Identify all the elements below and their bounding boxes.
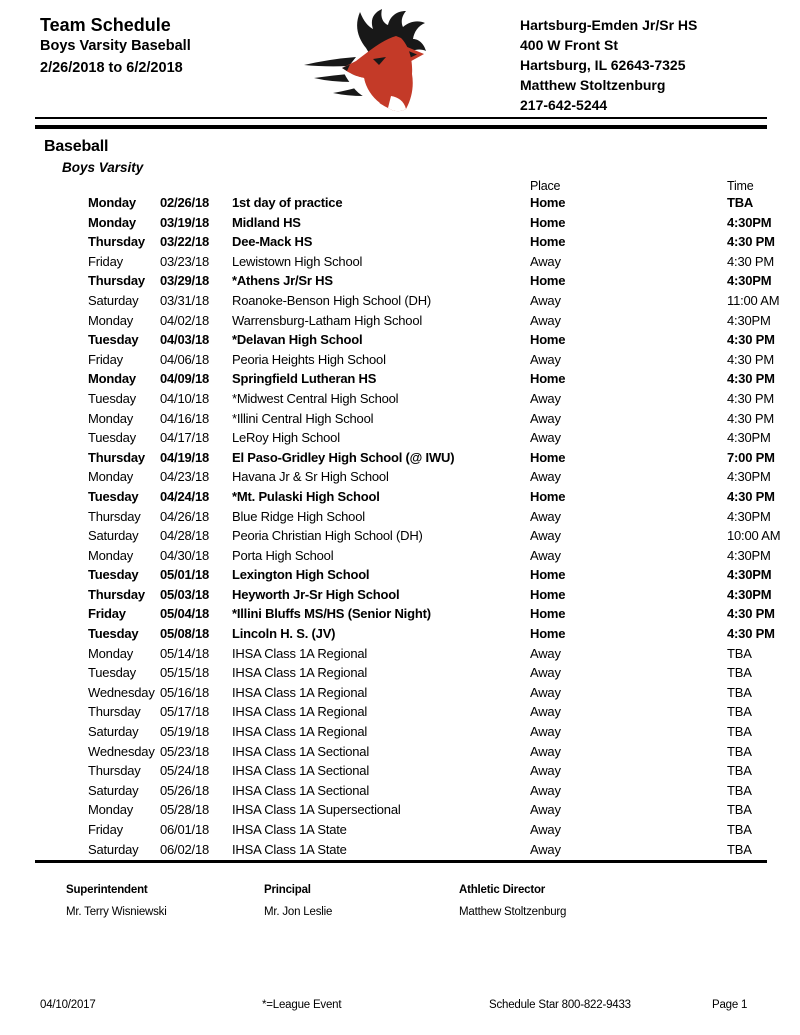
row-day: Saturday [88, 528, 139, 544]
row-place: Home [530, 567, 566, 583]
row-time: TBA [727, 195, 754, 210]
row-time: 4:30 PM [727, 390, 775, 406]
row-date: 04/24/18 [160, 488, 210, 504]
row-time: 4:30PM [727, 508, 771, 524]
row-time: TBA [727, 704, 752, 720]
schedule-row [0, 467, 771, 487]
row-event: IHSA Class 1A Sectional [232, 743, 370, 759]
row-event: IHSA Class 1A Regional [232, 684, 368, 700]
row-time: 11:00 AM [727, 292, 780, 308]
row-place: Away [530, 508, 561, 524]
staff-name: Mr. Terry Wisniewski [66, 906, 167, 918]
row-day: Tuesday [88, 488, 139, 504]
row-time: TBA [727, 802, 752, 818]
row-event: IHSA Class 1A Sectional [232, 763, 370, 779]
row-event: Heyworth Jr-Sr High School [232, 586, 400, 602]
row-place: Away [530, 841, 561, 857]
schedule-date-range: 2/26/2018 to 6/2/2018 [40, 60, 183, 76]
schedule-row [0, 722, 752, 742]
row-day: Monday [88, 214, 136, 230]
row-day: Tuesday [88, 665, 136, 681]
row-day: Monday [88, 547, 134, 563]
row-day: Monday [88, 312, 134, 328]
school-contact-name: Matthew Stoltzenburg [520, 77, 666, 93]
school-phone: 217-642-5244 [520, 97, 608, 113]
row-time: TBA [727, 724, 752, 740]
staff-name: Matthew Stoltzenburg [459, 906, 567, 918]
row-time: 4:30PM [727, 547, 771, 563]
row-event: IHSA Class 1A Sectional [232, 782, 370, 798]
schedule-row [0, 546, 771, 566]
col-header-place: Place [530, 179, 561, 193]
col-day [88, 179, 160, 193]
schedule-column-headers [0, 179, 800, 193]
row-event: *Illini Central High School [232, 410, 374, 426]
row-date: 03/23/18 [160, 253, 210, 269]
school-name: Hartsburg-Emden Jr/Sr HS [520, 17, 698, 33]
document-header [40, 14, 191, 78]
row-day: Saturday [88, 841, 139, 857]
row-place: Away [530, 528, 561, 544]
row-time: 4:30PM [727, 312, 771, 328]
schedule-row [0, 350, 775, 370]
row-time: 4:30PM [727, 273, 772, 289]
col-date [160, 179, 232, 193]
schedule-row [0, 311, 771, 331]
row-time: 4:30PM [727, 586, 772, 602]
team-name: Boys Varsity Baseball [40, 38, 191, 54]
row-event: IHSA Class 1A Regional [232, 704, 368, 720]
row-place: Away [530, 802, 561, 818]
row-date: 04/28/18 [160, 528, 210, 544]
row-place: Home [530, 234, 566, 250]
schedule-row [0, 369, 775, 389]
header-rule-thick [35, 125, 767, 129]
row-event: *Delavan High School [232, 332, 363, 348]
row-day: Thursday [88, 273, 145, 289]
row-time: 4:30 PM [727, 606, 775, 622]
row-event: *Athens Jr/Sr HS [232, 273, 333, 289]
schedule-row [0, 252, 775, 272]
row-date: 06/01/18 [160, 822, 210, 837]
footer-page-number: Page 1 [712, 999, 748, 1011]
schedule-row [0, 761, 752, 781]
row-event: Midland HS [232, 214, 301, 230]
schedule-row [0, 526, 781, 546]
row-day: Monday [88, 469, 134, 485]
row-place: Away [530, 684, 561, 700]
row-date: 05/17/18 [160, 704, 210, 720]
schedule-row [0, 820, 752, 840]
row-time: 4:30PM [727, 469, 771, 485]
row-date: 05/01/18 [160, 567, 210, 583]
schedule-row [0, 409, 775, 429]
team-level-title: Boys Varsity [62, 160, 144, 175]
row-date: 03/29/18 [160, 273, 210, 289]
row-place: Away [530, 410, 561, 426]
schedule-row [0, 565, 772, 585]
row-day: Tuesday [88, 567, 139, 583]
row-date: 04/16/18 [160, 410, 210, 426]
staff-principal [264, 883, 332, 919]
school-address-line2: Hartsburg, IL 62643-7325 [520, 57, 686, 73]
row-place: Home [530, 586, 566, 602]
staff-athletic-director [459, 883, 566, 919]
row-date: 04/03/18 [160, 332, 210, 348]
row-event: Roanoke-Benson High School (DH) [232, 292, 432, 308]
schedule-row [0, 702, 752, 722]
row-time: 4:30 PM [727, 410, 775, 426]
row-time: 4:30PM [727, 214, 772, 230]
row-place: Home [530, 606, 566, 622]
row-day: Saturday [88, 782, 139, 798]
row-place: Home [530, 449, 566, 465]
row-event: IHSA Class 1A State [232, 822, 347, 837]
schedule-row [0, 840, 752, 860]
row-place: Home [530, 273, 566, 289]
row-day: Thursday [88, 508, 141, 524]
schedule-row [0, 330, 775, 350]
row-place: Away [530, 351, 561, 367]
row-time: 10:00 AM [727, 528, 781, 544]
row-time: TBA [727, 822, 752, 837]
school-address-line1: 400 W Front St [520, 37, 619, 53]
row-event: IHSA Class 1A Regional [232, 665, 368, 681]
row-time: 4:30 PM [727, 253, 775, 269]
row-date: 05/19/18 [160, 724, 210, 740]
footer-vendor: Schedule Star 800-822-9433 [489, 999, 631, 1011]
row-event: El Paso-Gridley High School (@ IWU) [232, 449, 455, 465]
row-day: Tuesday [88, 430, 136, 446]
row-event: Lincoln H. S. (JV) [232, 626, 336, 642]
row-place: Home [530, 195, 566, 210]
schedule-row [0, 585, 772, 605]
schedule-row [0, 800, 752, 820]
page-title: Team Schedule [40, 15, 171, 35]
schedule-row [0, 487, 775, 507]
row-event: Blue Ridge High School [232, 508, 365, 524]
row-time: 4:30 PM [727, 332, 775, 348]
row-place: Away [530, 782, 561, 798]
row-time: 4:30PM [727, 430, 771, 446]
row-date: 05/14/18 [160, 645, 210, 661]
row-day: Thursday [88, 449, 145, 465]
schedule-row [0, 428, 771, 448]
row-event: IHSA Class 1A Supersectional [232, 802, 401, 818]
row-day: Saturday [88, 292, 139, 308]
row-time: TBA [727, 782, 752, 798]
row-place: Away [530, 469, 561, 485]
row-date: 03/31/18 [160, 292, 210, 308]
row-place: Away [530, 547, 561, 563]
row-place: Away [530, 665, 561, 681]
sport-title: Baseball [44, 138, 109, 155]
row-event: *Midwest Central High School [232, 390, 399, 406]
row-date: 05/23/18 [160, 743, 210, 759]
row-day: Monday [88, 410, 134, 426]
row-event: Springfield Lutheran HS [232, 371, 377, 387]
row-event: Peoria Heights High School [232, 351, 386, 367]
schedule-row [0, 507, 771, 527]
footer-print-date: 04/10/2017 [40, 999, 96, 1011]
row-date: 04/17/18 [160, 430, 210, 446]
row-date: 04/06/18 [160, 351, 210, 367]
row-day: Thursday [88, 586, 145, 602]
school-info [520, 15, 697, 115]
header-rule-thin [35, 117, 767, 119]
row-place: Away [530, 430, 561, 446]
row-event: Havana Jr & Sr High School [232, 469, 389, 485]
row-date: 06/02/18 [160, 841, 210, 857]
schedule-row [0, 742, 752, 762]
row-date: 04/09/18 [160, 371, 210, 387]
row-event: *Mt. Pulaski High School [232, 488, 380, 504]
schedule-row [0, 232, 775, 252]
row-date: 04/10/18 [160, 390, 210, 406]
row-day: Saturday [88, 724, 139, 740]
row-date: 04/23/18 [160, 469, 210, 485]
row-time: 7:00 PM [727, 449, 775, 465]
row-time: TBA [727, 841, 752, 857]
row-date: 02/26/18 [160, 195, 210, 210]
staff-superintendent [66, 883, 167, 919]
row-date: 05/08/18 [160, 626, 210, 642]
table-bottom-rule [35, 860, 767, 863]
schedule-row [0, 389, 775, 409]
row-time: 4:30 PM [727, 351, 775, 367]
row-event: Dee-Mack HS [232, 234, 313, 250]
row-event: Lewistown High School [232, 253, 363, 269]
schedule-row [0, 271, 772, 291]
row-date: 03/19/18 [160, 214, 210, 230]
row-time: 4:30 PM [727, 626, 775, 642]
row-event: Porta High School [232, 547, 334, 563]
row-time: TBA [727, 763, 752, 779]
row-place: Home [530, 371, 566, 387]
row-time: TBA [727, 743, 752, 759]
row-event: IHSA Class 1A Regional [232, 645, 368, 661]
stag-mascot-icon [300, 8, 440, 113]
row-event: *Illini Bluffs MS/HS (Senior Night) [232, 606, 431, 622]
col-header-time: Time [727, 179, 754, 193]
row-day: Friday [88, 351, 123, 367]
row-event: IHSA Class 1A Regional [232, 724, 368, 740]
row-day: Thursday [88, 234, 145, 250]
row-date: 04/19/18 [160, 449, 210, 465]
schedule-row [0, 448, 775, 468]
footer-league-legend: *=League Event [262, 999, 342, 1011]
row-event: LeRoy High School [232, 430, 340, 446]
schedule-row [0, 291, 780, 311]
schedule-rows [0, 193, 781, 859]
row-event: 1st day of practice [232, 195, 343, 210]
row-time: TBA [727, 665, 752, 681]
row-date: 05/15/18 [160, 665, 210, 681]
row-time: 4:30 PM [727, 371, 775, 387]
row-date: 05/24/18 [160, 763, 210, 779]
schedule-row [0, 644, 752, 664]
row-event: Peoria Christian High School (DH) [232, 528, 423, 544]
row-date: 04/26/18 [160, 508, 210, 524]
row-day: Friday [88, 253, 123, 269]
row-day: Wednesday [88, 743, 155, 759]
row-place: Away [530, 724, 561, 740]
row-date: 05/26/18 [160, 782, 210, 798]
row-place: Home [530, 332, 566, 348]
row-day: Wednesday [88, 684, 155, 700]
row-date: 03/22/18 [160, 234, 210, 250]
schedule-row [0, 193, 754, 213]
row-event: IHSA Class 1A State [232, 841, 347, 857]
staff-title: Principal [264, 884, 311, 896]
row-place: Home [530, 626, 566, 642]
row-date: 05/03/18 [160, 586, 210, 602]
schedule-row [0, 624, 775, 644]
row-date: 04/02/18 [160, 312, 210, 328]
row-place: Home [530, 488, 566, 504]
staff-name: Mr. Jon Leslie [264, 906, 333, 918]
row-time: TBA [727, 645, 752, 661]
schedule-row [0, 683, 752, 703]
row-place: Away [530, 763, 561, 779]
row-day: Tuesday [88, 626, 139, 642]
row-place: Away [530, 704, 561, 720]
row-day: Monday [88, 371, 136, 387]
row-place: Away [530, 822, 561, 837]
row-day: Friday [88, 822, 123, 837]
schedule-row [0, 663, 752, 683]
row-date: 05/04/18 [160, 606, 210, 622]
row-place: Away [530, 390, 561, 406]
schedule-row [0, 213, 772, 233]
row-day: Monday [88, 645, 134, 661]
row-time: TBA [727, 684, 752, 700]
row-event: Warrensburg-Latham High School [232, 312, 423, 328]
row-date: 05/28/18 [160, 802, 210, 818]
row-time: 4:30 PM [727, 234, 775, 250]
row-day: Monday [88, 802, 134, 818]
row-place: Home [530, 214, 566, 230]
row-place: Away [530, 253, 561, 269]
row-time: 4:30PM [727, 567, 772, 583]
col-event [232, 179, 530, 193]
row-day: Monday [88, 195, 136, 210]
row-day: Friday [88, 606, 126, 622]
row-place: Away [530, 743, 561, 759]
row-day: Thursday [88, 763, 141, 779]
row-place: Away [530, 292, 561, 308]
staff-title: Athletic Director [459, 884, 546, 896]
row-time: 4:30 PM [727, 488, 775, 504]
row-day: Thursday [88, 704, 141, 720]
row-event: Lexington High School [232, 567, 370, 583]
row-date: 05/16/18 [160, 684, 210, 700]
row-place: Away [530, 312, 561, 328]
row-place: Away [530, 645, 561, 661]
schedule-row [0, 781, 752, 801]
staff-title: Superintendent [66, 884, 148, 896]
row-day: Tuesday [88, 390, 136, 406]
row-date: 04/30/18 [160, 547, 210, 563]
row-day: Tuesday [88, 332, 139, 348]
schedule-row [0, 604, 775, 624]
